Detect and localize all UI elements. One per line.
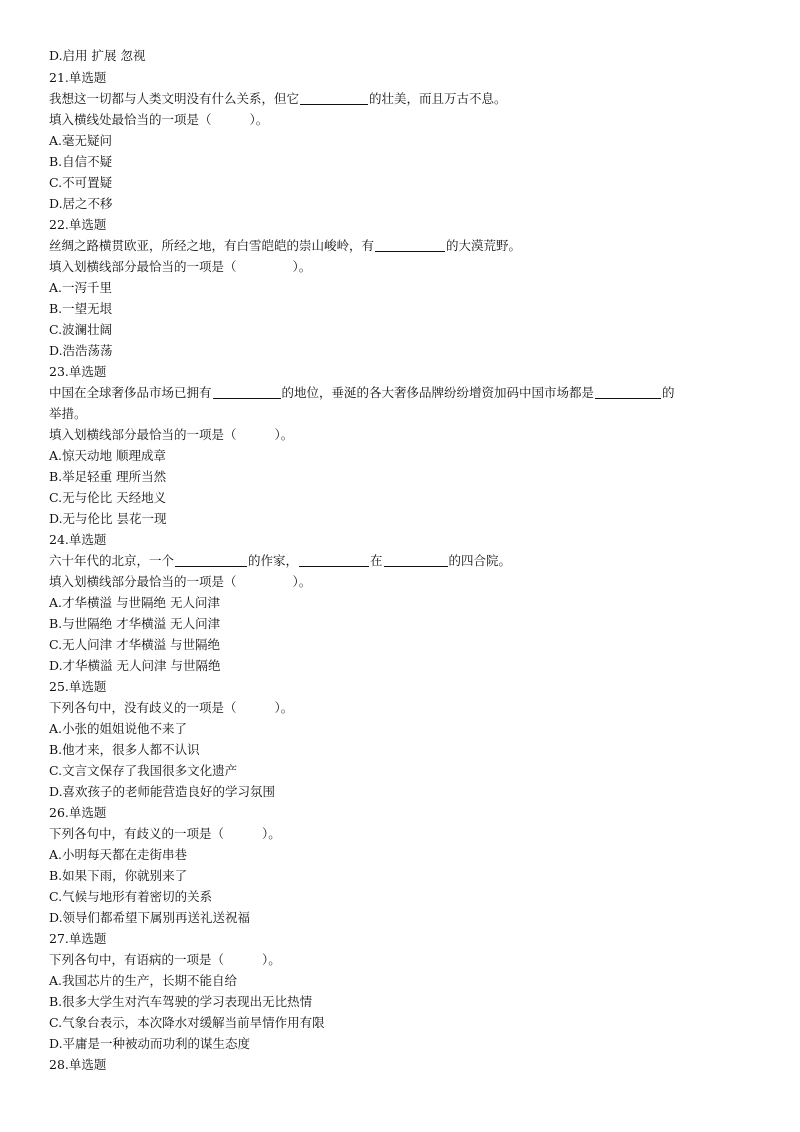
q22-stem-part1: 丝绸之路横贯欧亚，所经之地，有白雪皑皑的崇山峻岭，有 (49, 238, 375, 253)
q22-prompt-post: ）。 (292, 259, 312, 274)
q24-stem (49, 551, 760, 571)
q23-option-c: C.无与伦比 天经地义 (49, 490, 167, 505)
q24-blank-2 (299, 553, 369, 567)
q22-stem-part2: 的大漠荒野。 (446, 238, 522, 253)
q27-option-b: B.很多大学生对汽车驾驶的学习表现出无比热情 (49, 994, 313, 1009)
q27-option-a: A.我国芯片的生产，长期不能自给 (49, 973, 238, 988)
q23-stem-part3: 的 (662, 385, 675, 400)
q23-option-b: B.举足轻重 理所当然 (49, 469, 167, 484)
q26-prompt-post: ）。 (262, 826, 281, 841)
q20-option-d: D.启用 扩展 忽视 (49, 48, 146, 63)
q22-option-d: D.浩浩荡荡 (49, 343, 113, 358)
q21-stem-part1: 我想这一切都与人类文明没有什么关系，但它 (49, 91, 300, 106)
q23-stem-line2: 举措。 (49, 406, 87, 421)
q21-option-c: C.不可置疑 (49, 175, 113, 190)
q21-stem (49, 89, 760, 109)
q21-option-b: B.自信不疑 (49, 154, 113, 169)
q22-stem (49, 236, 760, 256)
q24-option-c: C.无人问津 才华横溢 与世隔绝 (49, 637, 221, 652)
q27-option-d: D.平庸是一种被动而功利的谋生态度 (49, 1036, 251, 1051)
q26-header: 26.单选题 (49, 805, 107, 820)
q23-blank-1 (213, 385, 281, 399)
q25-option-b: B.他才来，很多人都不认识 (49, 742, 200, 757)
q24-blank-1 (175, 553, 247, 567)
q22-prompt (49, 257, 760, 277)
q28-header: 28.单选题 (49, 1057, 107, 1072)
q24-prompt-post: ）。 (292, 574, 312, 589)
q25-prompt-pre: 下列各句中，没有歧义的一项是（ (49, 700, 237, 715)
q25-prompt (49, 698, 760, 718)
q26-prompt (49, 824, 760, 844)
q23-stem-line1 (49, 383, 760, 403)
q26-option-d: D.领导们都希望下属别再送礼送祝福 (49, 910, 251, 925)
q25-option-c: C.文言文保存了我国很多文化遗产 (49, 763, 238, 778)
q22-option-a: A.一泻千里 (49, 280, 113, 295)
q24-stem-part1: 六十年代的北京，一个 (49, 553, 175, 568)
q27-option-c: C.气象台表示，本次降水对缓解当前旱情作用有限 (49, 1015, 325, 1030)
q23-stem-part1: 中国在全球奢侈品市场已拥有 (49, 385, 212, 400)
q24-prompt-pre: 填入划横线部分最恰当的一项是（ (49, 574, 237, 589)
q22-header: 22.单选题 (49, 217, 107, 232)
q24-option-a: A.才华横溢 与世隔绝 无人问津 (49, 595, 220, 610)
q27-prompt-pre: 下列各句中，有语病的一项是（ (49, 952, 225, 967)
q21-option-d: D.居之不移 (49, 196, 113, 211)
q23-option-d: D.无与伦比 昙花一现 (49, 511, 167, 526)
q24-stem-part2: 的作家， (248, 553, 299, 568)
q27-prompt (49, 950, 760, 970)
q21-prompt (49, 110, 760, 130)
q25-option-a: A.小张的姐姐说他不来了 (49, 721, 188, 736)
q26-option-a: A.小明每天都在走街串巷 (49, 847, 188, 862)
q23-prompt-pre: 填入划横线部分最恰当的一项是（ (49, 427, 237, 442)
q23-option-a: A.惊天动地 顺理成章 (49, 448, 166, 463)
q27-header: 27.单选题 (49, 931, 107, 946)
q21-option-a: A.毫无疑问 (49, 133, 113, 148)
q24-stem-part4: 的四合院。 (448, 553, 512, 568)
q21-prompt-post: ）。 (249, 112, 269, 127)
q21-stem-part2: 的壮美，而且万古不息。 (369, 91, 507, 106)
q25-header: 25.单选题 (49, 679, 107, 694)
q22-blank-1 (375, 238, 445, 252)
q24-stem-part3: 在 (370, 553, 383, 568)
q21-blank-1 (300, 91, 368, 105)
q26-option-b: B.如果下雨，你就别来了 (49, 868, 188, 883)
q27-prompt-post: ）。 (262, 952, 281, 967)
q23-prompt-post: ）。 (274, 427, 294, 442)
q22-option-c: C.波澜壮阔 (49, 322, 113, 337)
q21-header: 21.单选题 (49, 70, 107, 85)
q26-prompt-pre: 下列各句中，有歧义的一项是（ (49, 826, 225, 841)
q23-prompt (49, 425, 760, 445)
q24-option-d: D.才华横溢 无人问津 与世隔绝 (49, 658, 221, 673)
q22-prompt-pre: 填入划横线部分最恰当的一项是（ (49, 259, 237, 274)
q26-option-c: C.气候与地形有着密切的关系 (49, 889, 213, 904)
q24-header: 24.单选题 (49, 532, 107, 547)
q24-blank-3 (384, 553, 448, 567)
q23-header: 23.单选题 (49, 364, 107, 379)
q23-stem-part2: 的地位，垂涎的各大奢侈品牌纷纷增资加码中国市场都是 (281, 385, 595, 400)
q25-option-d: D.喜欢孩子的老师能营造良好的学习氛围 (49, 784, 276, 799)
q24-option-b: B.与世隔绝 才华横溢 无人问津 (49, 616, 221, 631)
q22-option-b: B.一望无垠 (49, 301, 113, 316)
q25-prompt-post: ）。 (274, 700, 294, 715)
q21-prompt-pre: 填入横线处最恰当的一项是（ (49, 112, 212, 127)
q23-blank-2 (595, 385, 661, 399)
q24-prompt (49, 572, 760, 592)
